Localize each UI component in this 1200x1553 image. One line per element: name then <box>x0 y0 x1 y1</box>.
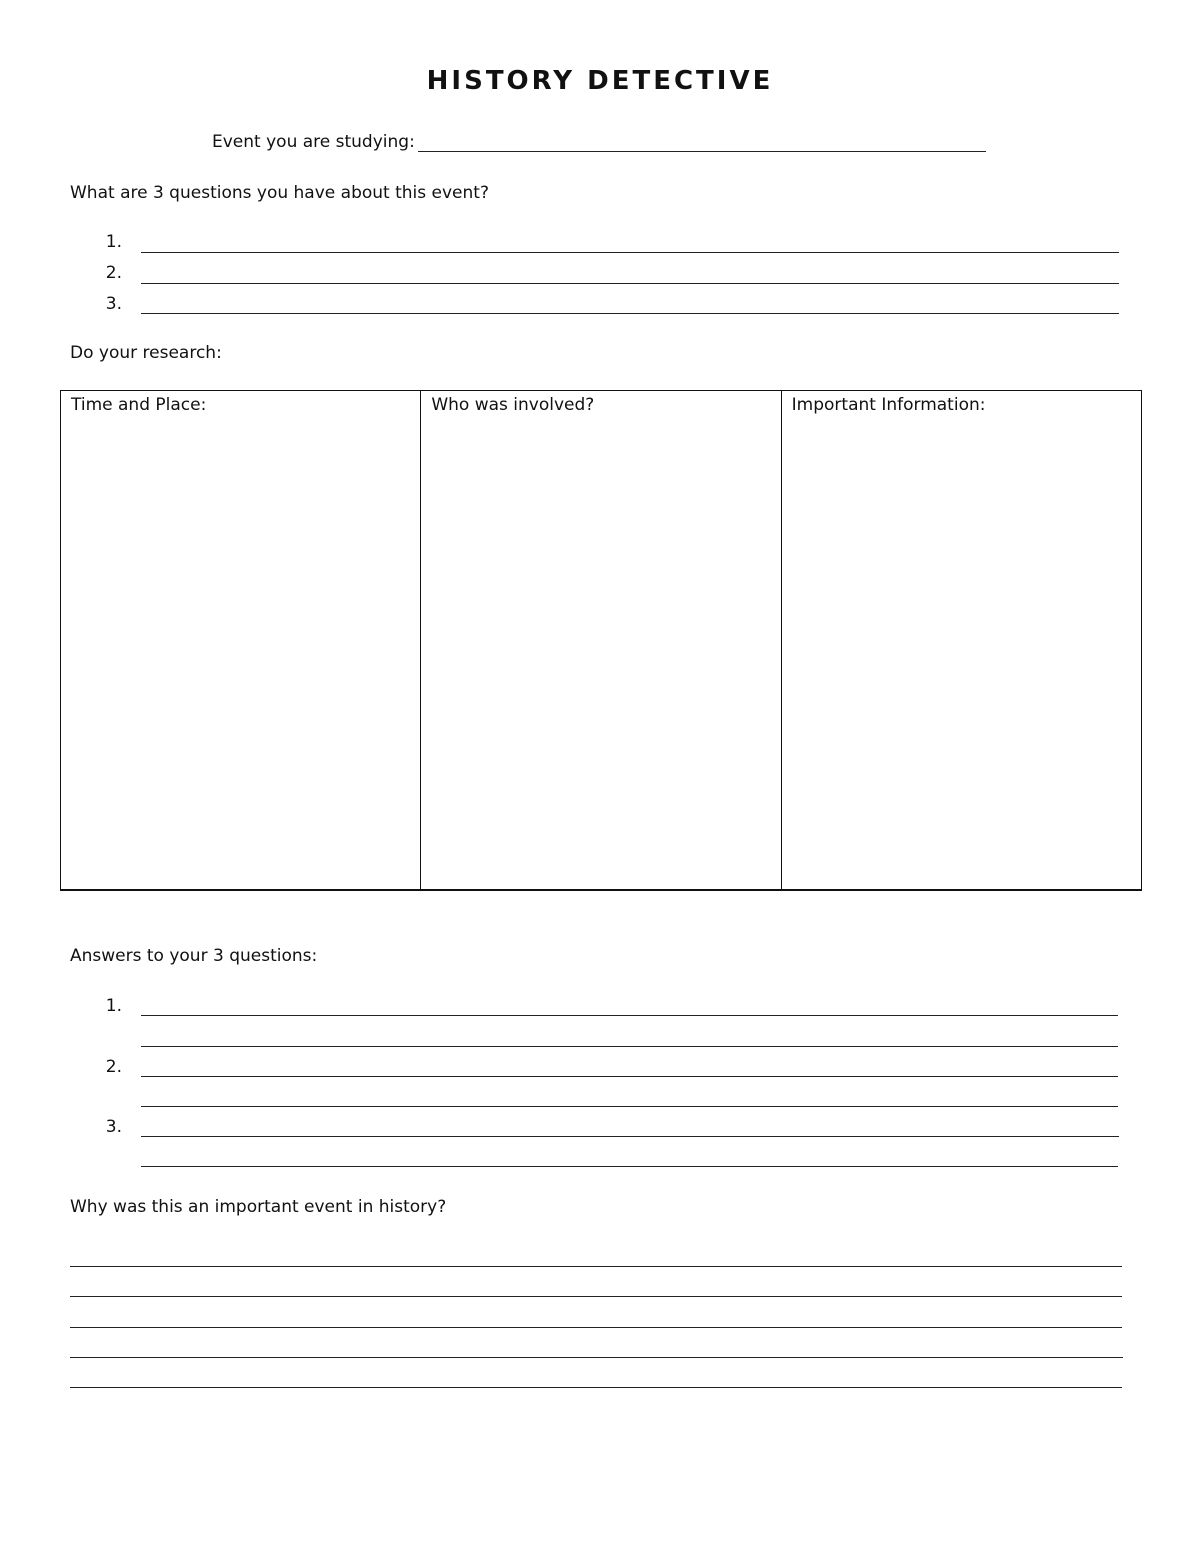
event-label: Event you are studying: <box>212 132 415 152</box>
who-involved-cell[interactable] <box>421 391 781 889</box>
importance-line-4[interactable] <box>70 1357 1123 1358</box>
answer-line-1b[interactable] <box>141 1046 1118 1047</box>
who-involved-header: Who was involved? <box>431 395 595 415</box>
research-label: Do your research: <box>70 343 222 363</box>
importance-line-2[interactable] <box>70 1296 1122 1297</box>
answer-line-1a[interactable] <box>141 1015 1118 1016</box>
answer-number-3: 3. <box>105 1117 122 1137</box>
answers-prompt: Answers to your 3 questions: <box>70 946 318 966</box>
question-line-1[interactable] <box>141 252 1119 253</box>
important-info-cell[interactable] <box>782 391 1141 889</box>
time-place-cell[interactable] <box>61 391 421 889</box>
event-input-line[interactable] <box>418 151 986 152</box>
time-place-header: Time and Place: <box>71 395 207 415</box>
importance-line-5[interactable] <box>70 1387 1122 1388</box>
question-line-2[interactable] <box>141 283 1119 284</box>
question-number-3: 3. <box>105 294 122 314</box>
answer-number-1: 1. <box>105 996 122 1016</box>
answer-line-3a[interactable] <box>141 1136 1119 1137</box>
research-table <box>60 390 1142 891</box>
importance-line-1[interactable] <box>70 1266 1122 1267</box>
answer-line-3b[interactable] <box>141 1166 1118 1167</box>
important-info-header: Important Information: <box>791 395 986 415</box>
answer-number-2: 2. <box>105 1057 122 1077</box>
question-line-3[interactable] <box>141 313 1119 314</box>
question-number-2: 2. <box>105 263 122 283</box>
question-number-1: 1. <box>105 232 122 252</box>
answer-line-2b[interactable] <box>141 1106 1118 1107</box>
worksheet-title: HISTORY DETECTIVE <box>426 66 774 96</box>
answer-line-2a[interactable] <box>141 1076 1118 1077</box>
importance-prompt: Why was this an important event in history? <box>70 1197 447 1217</box>
questions-prompt: What are 3 questions you have about this event? <box>70 183 489 203</box>
importance-line-3[interactable] <box>70 1327 1122 1328</box>
